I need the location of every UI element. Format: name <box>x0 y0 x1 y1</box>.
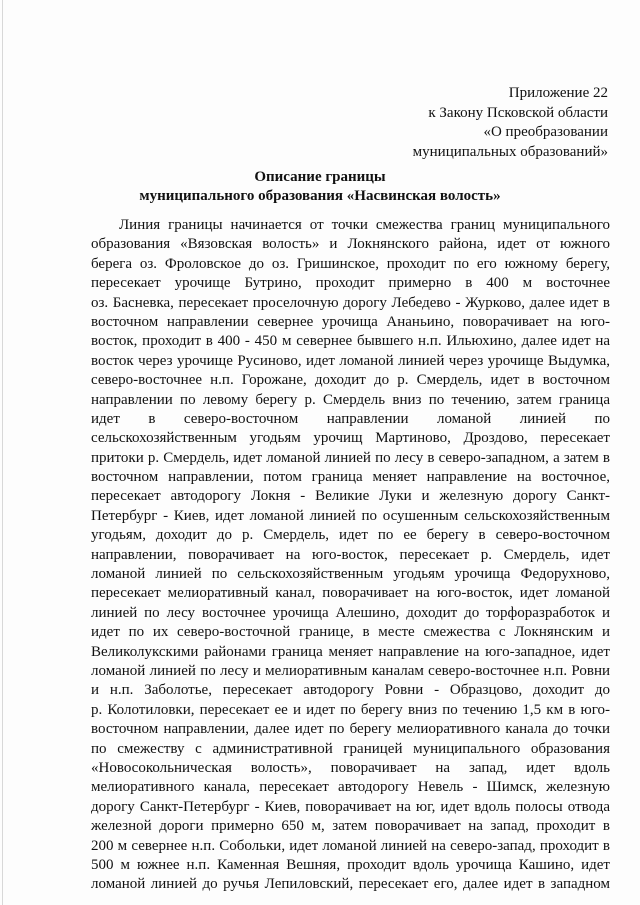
body-line: притоки р. Смердель, идет ломаной линией по лесу в северо-западном, а затем в <box>91 449 610 466</box>
document-title <box>0 168 640 206</box>
body-line: берега оз. Фроловское до оз. Гришинское, проходит по его южному берегу, <box>91 255 610 272</box>
body-line: р. Колотиловки, пересекает ее и идет по берегу вниз по течению 1,5 км в юго- <box>91 701 610 718</box>
body-line: идет по их северо-восточной границе, в месте смежества с Локнянским и <box>91 624 610 641</box>
body-line: образования «Вязовская волость» и Локнянского района, идет от южного <box>91 236 610 253</box>
body-line: восток, проходит в 400 - 450 м севернее бывшего н.п. Ильюхино, далее идет на <box>91 333 610 350</box>
body-line: пересекает мелиоративный канал, поворачивает на юго-восток, идет ломаной <box>91 585 610 602</box>
body-line: сельскохозяйственным угодьям урочищ Мартиново, Дроздово, пересекает <box>91 430 610 447</box>
body-line: железной дороги примерно 650 м, затем поворачивает на запад, проходит в <box>91 818 610 835</box>
body-line: ломаной линией по сельскохозяйственным угодьям урочища Федорухново, <box>91 566 610 583</box>
body-line: восток через урочище Русиново, идет ломаной линией через урочище Выдумка, <box>91 352 610 369</box>
body-text <box>91 216 610 895</box>
appendix-line: Приложение 22 <box>508 85 608 101</box>
page-edge <box>2 0 3 905</box>
body-line: северо-восточнее н.п. Горожане, доходит до р. Смердель, идет в восточном <box>91 372 610 389</box>
body-line: 200 м севернее н.п. Собольки, идет ломаной линией на северо-запад, проходит в <box>91 837 610 854</box>
body-line: направлении по левому берегу р. Смердель вниз по течению, затем граница <box>91 391 610 408</box>
body-line: направлении, поворачивает на юго-восток, пересекает р. Смердель, идет <box>91 546 610 563</box>
appendix-line: «О преобразовании <box>483 124 608 140</box>
body-line: пересекает урочище Бутрино, проходит примерно в 400 м восточнее <box>91 275 610 292</box>
body-line: Линия границы начинается от точки смежества границ муниципального <box>119 217 610 233</box>
body-line: оз. Басневка, пересекает проселочную дорогу Лебедево - Журково, далее идет в <box>91 294 610 311</box>
body-line: дорогу Санкт-Петербург - Киев, поворачивает на юг, идет вдоль полосы отвода <box>91 798 610 815</box>
title-line: муниципального образования «Насвинская волость» <box>139 188 501 204</box>
body-line: 500 м южнее н.п. Каменная Вешняя, проходит вдоль урочища Кашино, идет <box>91 856 610 873</box>
body-line: и н.п. Заболотье, пересекает автодорогу Ровни - Образцово, доходит до <box>91 682 610 699</box>
body-line: Великолукскими районами граница меняет направление на юго-западное, идет <box>91 643 610 660</box>
body-line: мелиоративного канала, пересекает автодорогу Невель - Шимск, железную <box>91 779 610 796</box>
body-line: идет в северо-восточном направлении ломаной линией по <box>91 410 610 427</box>
appendix-line: муниципальных образований» <box>412 143 608 160</box>
body-line: ломаной линией по лесу и мелиоративным каналам северо-восточнее н.п. Ровни <box>91 662 610 679</box>
title-line: Описание границы <box>254 169 386 185</box>
appendix-header <box>413 84 608 162</box>
body-line: угодьям, доходит до р. Смердель, идет по ее берегу в северо-восточном <box>91 527 610 544</box>
body-line: линией по лесу восточнее урочища Алешино, доходит до торфоразработок и <box>91 604 610 621</box>
appendix-line: к Закону Псковской области <box>428 104 608 121</box>
body-line: восточном направлении, далее идет по берегу мелиоративного канала до точки <box>91 721 610 738</box>
body-line: восточном направлении, потом граница меняет направление на восточное, <box>91 469 610 486</box>
body-line: Петербург - Киев, идет ломаной линией по осушенным сельскохозяйственным <box>91 507 610 524</box>
body-line: восточном направлении севернее урочища Ананьино, поворачивает на юго- <box>91 313 610 330</box>
body-line: пересекает автодорогу Локня - Великие Луки и железную дорогу Санкт- <box>91 488 610 505</box>
body-line: «Новосокольническая волость», поворачивает на запад, идет вдоль <box>91 759 610 776</box>
body-line: по смежеству с административной границей муниципального образования <box>91 740 610 757</box>
body-line: ломаной линией до ручья Лепиловский, пересекает его, далее идет в западном <box>91 876 610 893</box>
